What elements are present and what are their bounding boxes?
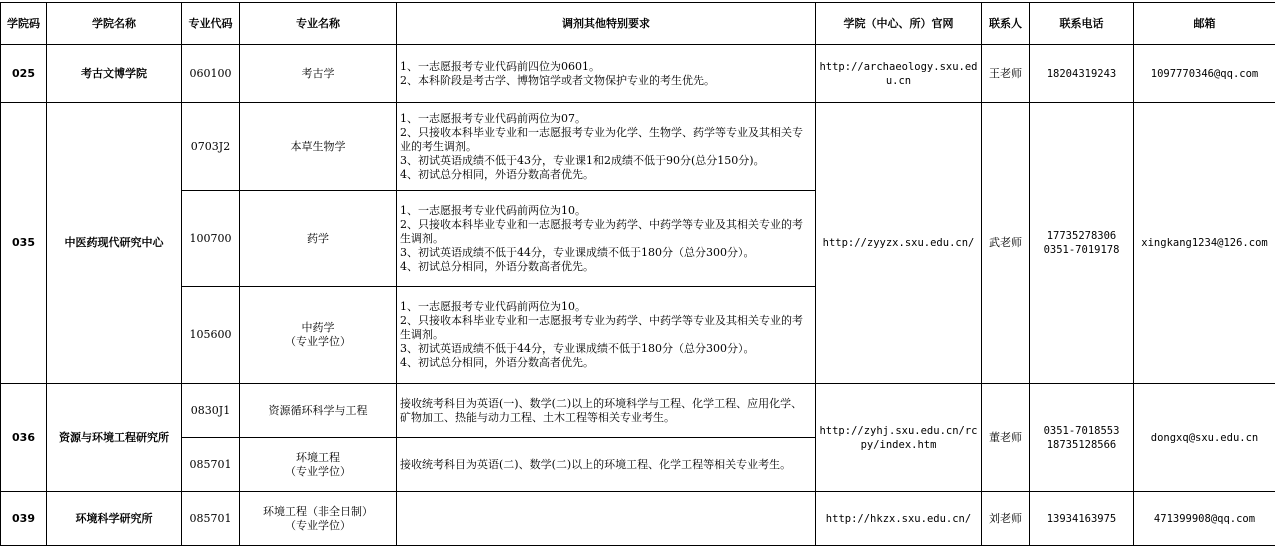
website-link[interactable]: http://zyhj.sxu.edu.cn/rcpy/index.htm xyxy=(816,384,982,492)
requirement-line: 4、初试总分相同，外语分数高者优先。 xyxy=(400,167,594,181)
requirements-cell xyxy=(397,287,816,384)
adjustment-table xyxy=(0,2,1275,546)
table-row xyxy=(1,45,1275,103)
major-name xyxy=(240,438,397,492)
phone-number: 18735128566 xyxy=(1046,438,1117,451)
major-name-line: 本草生物学 xyxy=(290,139,346,153)
header-requirements: 调剂其他特别要求 xyxy=(397,3,816,45)
major-name xyxy=(240,191,397,287)
phone-number: 0351-7019178 xyxy=(1043,244,1120,256)
requirement-line: 3、初试英语成绩不低于44分，专业课成绩不低于180分（总分300分）。 xyxy=(400,342,755,355)
table-row xyxy=(1,103,1275,191)
requirements-cell xyxy=(397,191,816,287)
major-name xyxy=(240,384,397,438)
major-code: 105600 xyxy=(182,287,240,384)
requirements-cell xyxy=(397,103,816,191)
major-name xyxy=(240,45,397,103)
requirement-line: 1、一志愿报考专业代码前两位为07。 xyxy=(400,111,586,125)
major-name xyxy=(240,103,397,191)
major-name-line: （专业学位） xyxy=(285,335,351,348)
requirement-line: 4、初试总分相同，外语分数高者优先。 xyxy=(400,356,594,369)
contact-name: 王老师 xyxy=(982,45,1030,103)
college-code: 036 xyxy=(1,384,47,492)
requirement-line: 2、本科阶段是考古学、博物馆学或者文物保护专业的考生优先。 xyxy=(400,73,715,87)
email-link[interactable]: 471399908@qq.com xyxy=(1134,492,1275,546)
requirements-cell xyxy=(397,438,816,492)
major-name-line: 考古学 xyxy=(301,66,335,80)
phone-number: 17735278306 xyxy=(1046,230,1117,242)
requirement-line: 1、一志愿报考专业代码前四位为0601。 xyxy=(400,59,600,73)
header-college-name: 学院名称 xyxy=(47,3,182,45)
college-name: 环境科学研究所 xyxy=(47,492,182,546)
major-name-line: 环境工程（非全日制） xyxy=(263,504,373,518)
requirement-line: 3、初试英语成绩不低于44分，专业课成绩不低于180分（总分300分）。 xyxy=(400,245,755,259)
phone-number: 13934163975 xyxy=(1046,512,1117,525)
major-code: 100700 xyxy=(182,191,240,287)
header-contact: 联系人 xyxy=(982,3,1030,45)
table-row xyxy=(1,384,1275,438)
email-link[interactable]: 1097770346@qq.com xyxy=(1134,45,1275,103)
email-link[interactable]: dongxq@sxu.edu.cn xyxy=(1134,384,1275,492)
header-phone: 联系电话 xyxy=(1030,3,1134,45)
college-code: 025 xyxy=(1,45,47,103)
table-row xyxy=(1,492,1275,546)
phone-cell xyxy=(1030,384,1134,492)
contact-name: 刘老师 xyxy=(982,492,1030,546)
website-link[interactable]: http://zyyzx.sxu.edu.cn/ xyxy=(816,103,982,384)
requirement-line: 2、只接收本科毕业专业和一志愿报考专业为药学、中药学等专业及其相关专业的考生调剂。 xyxy=(400,314,803,341)
major-name-line: （专业学位） xyxy=(285,518,351,532)
major-name xyxy=(240,492,397,546)
requirement-line: 4、初试总分相同，外语分数高者优先。 xyxy=(400,259,594,273)
major-name-line: 资源循环科学与工程 xyxy=(268,403,368,417)
contact-name: 董老师 xyxy=(982,384,1030,492)
header-website: 学院（中心、所）官网 xyxy=(816,3,982,45)
phone-cell xyxy=(1030,45,1134,103)
header-major-name: 专业名称 xyxy=(240,3,397,45)
phone-number: 0351-7018553 xyxy=(1043,424,1120,437)
requirement-line: 1、一志愿报考专业代码前两位为10。 xyxy=(400,203,586,217)
college-code: 035 xyxy=(1,103,47,384)
requirement-line: 2、只接收本科毕业专业和一志愿报考专业为药学、中药学等专业及其相关专业的考生调剂。 xyxy=(400,217,803,245)
requirement-line: 3、初试英语成绩不低于43分，专业课1和2成绩不低于90分(总分150分)。 xyxy=(400,153,765,167)
header-email: 邮箱 xyxy=(1134,3,1275,45)
requirements-cell xyxy=(397,492,816,546)
requirement-line: 接收统考科目为英语(二)、数学(二)以上的环境工程、化学工程等相关专业考生。 xyxy=(400,457,792,471)
requirements-cell xyxy=(397,45,816,103)
email-link[interactable]: xingkang1234@126.com xyxy=(1134,103,1275,384)
header-row xyxy=(1,3,1275,45)
major-name-line: 中药学 xyxy=(301,321,335,334)
college-name: 中医药现代研究中心 xyxy=(47,103,182,384)
college-code: 039 xyxy=(1,492,47,546)
major-code: 060100 xyxy=(182,45,240,103)
requirement-line: 1、一志愿报考专业代码前两位为10。 xyxy=(400,300,586,313)
contact-name: 武老师 xyxy=(982,103,1030,384)
college-name: 资源与环境工程研究所 xyxy=(47,384,182,492)
major-name-line: （专业学位） xyxy=(285,464,351,478)
major-code: 085701 xyxy=(182,438,240,492)
college-name: 考古文博学院 xyxy=(47,45,182,103)
website-link[interactable]: http://hkzx.sxu.edu.cn/ xyxy=(816,492,982,546)
phone-number: 18204319243 xyxy=(1046,67,1117,80)
requirements-cell xyxy=(397,384,816,438)
major-code: 0703J2 xyxy=(182,103,240,191)
header-major-code: 专业代码 xyxy=(182,3,240,45)
major-name-line: 药学 xyxy=(307,231,329,245)
major-code: 0830J1 xyxy=(182,384,240,438)
phone-cell xyxy=(1030,103,1134,384)
phone-cell xyxy=(1030,492,1134,546)
major-name xyxy=(240,287,397,384)
website-link[interactable]: http://archaeology.sxu.edu.cn xyxy=(816,45,982,103)
major-name-line: 环境工程 xyxy=(296,450,340,464)
requirement-line: 接收统考科目为英语(一)、数学(二)以上的环境科学与工程、化学工程、应用化学、矿物加工、热能与动力工程、土木工程等相关专业考生。 xyxy=(400,396,803,424)
requirement-line: 2、只接收本科毕业专业和一志愿报考专业为化学、生物学、药学等专业及其相关专业的考生调剂。 xyxy=(400,125,803,153)
major-code: 085701 xyxy=(182,492,240,546)
header-college-code: 学院码 xyxy=(1,3,47,45)
